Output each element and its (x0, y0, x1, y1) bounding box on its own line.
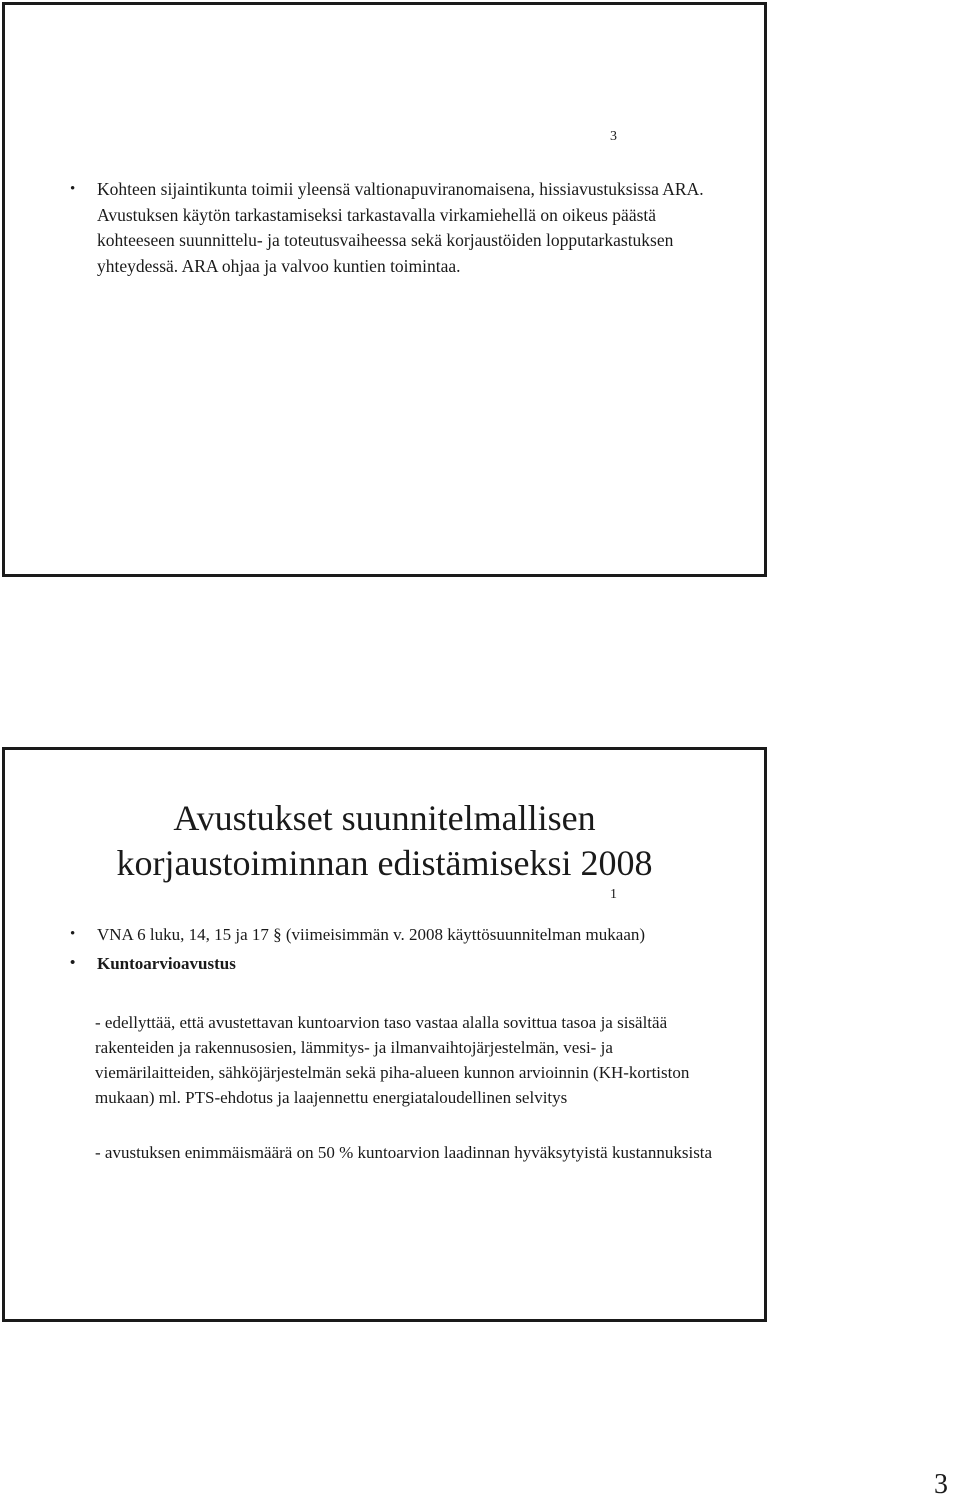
bullet-text: Kohteen sijaintikunta toimii yleensä valtionapuviranomaisena, hissiavustuksissa ARA. Avustuksen käytön tarkastamiseksi tarkastavalla virkamiehellä on oikeus päästä kohteeseen suunnittelu- ja toteutusvaiheessa sekä korjaustöiden lopputarkastuksen yhteydessä. ARA ohjaa ja valvoo kuntien toimintaa. (97, 179, 704, 276)
bullet-item (70, 951, 730, 976)
bullet-icon: • (70, 181, 76, 197)
bullet-item (70, 177, 730, 279)
page-number: 3 (934, 1469, 948, 1500)
bullet-text: VNA 6 luku, 14, 15 ja 17 § (viimeisimmän v. 2008 käyttösuunnitelman mukaan) (97, 925, 646, 944)
paragraph: - edellyttää, että avustettavan kuntoarvion taso vastaa alalla sovittua tasoa ja sisältää rakenteiden ja rakennusosien, lämmitys- ja ilmanvaihtojärjestelmän, vesi- ja viemärilaitteiden, sähköjärjestelmän sekä piha-alueen kunnon arvioinnin (KH-kortiston mukaan) ml. PTS-ehdotus ja laajennettu energiataloudellinen selvitys (95, 1013, 690, 1107)
slide-title (5, 796, 764, 886)
bullet-text: Kuntoarvioavustus (97, 954, 236, 973)
bullet-item (70, 922, 730, 947)
paragraph: - avustuksen enimmäismäärä on 50 % kuntoarvion laadinnan hyväksytyistä kustannuksista (95, 1143, 713, 1162)
slide-top (2, 2, 767, 577)
slide-number: 3 (610, 129, 617, 144)
slide-title-line2: korjaustoiminnan edistämiseksi 2008 (116, 843, 653, 883)
bullet-list (70, 177, 730, 279)
slide-title-line1: Avustukset suunnitelmallisen (173, 798, 596, 838)
bullet-icon: • (70, 926, 76, 942)
bullet-icon: • (70, 955, 76, 971)
slide-bottom (2, 747, 767, 1322)
bullet-list (70, 922, 730, 980)
slide-number: 1 (610, 887, 617, 902)
